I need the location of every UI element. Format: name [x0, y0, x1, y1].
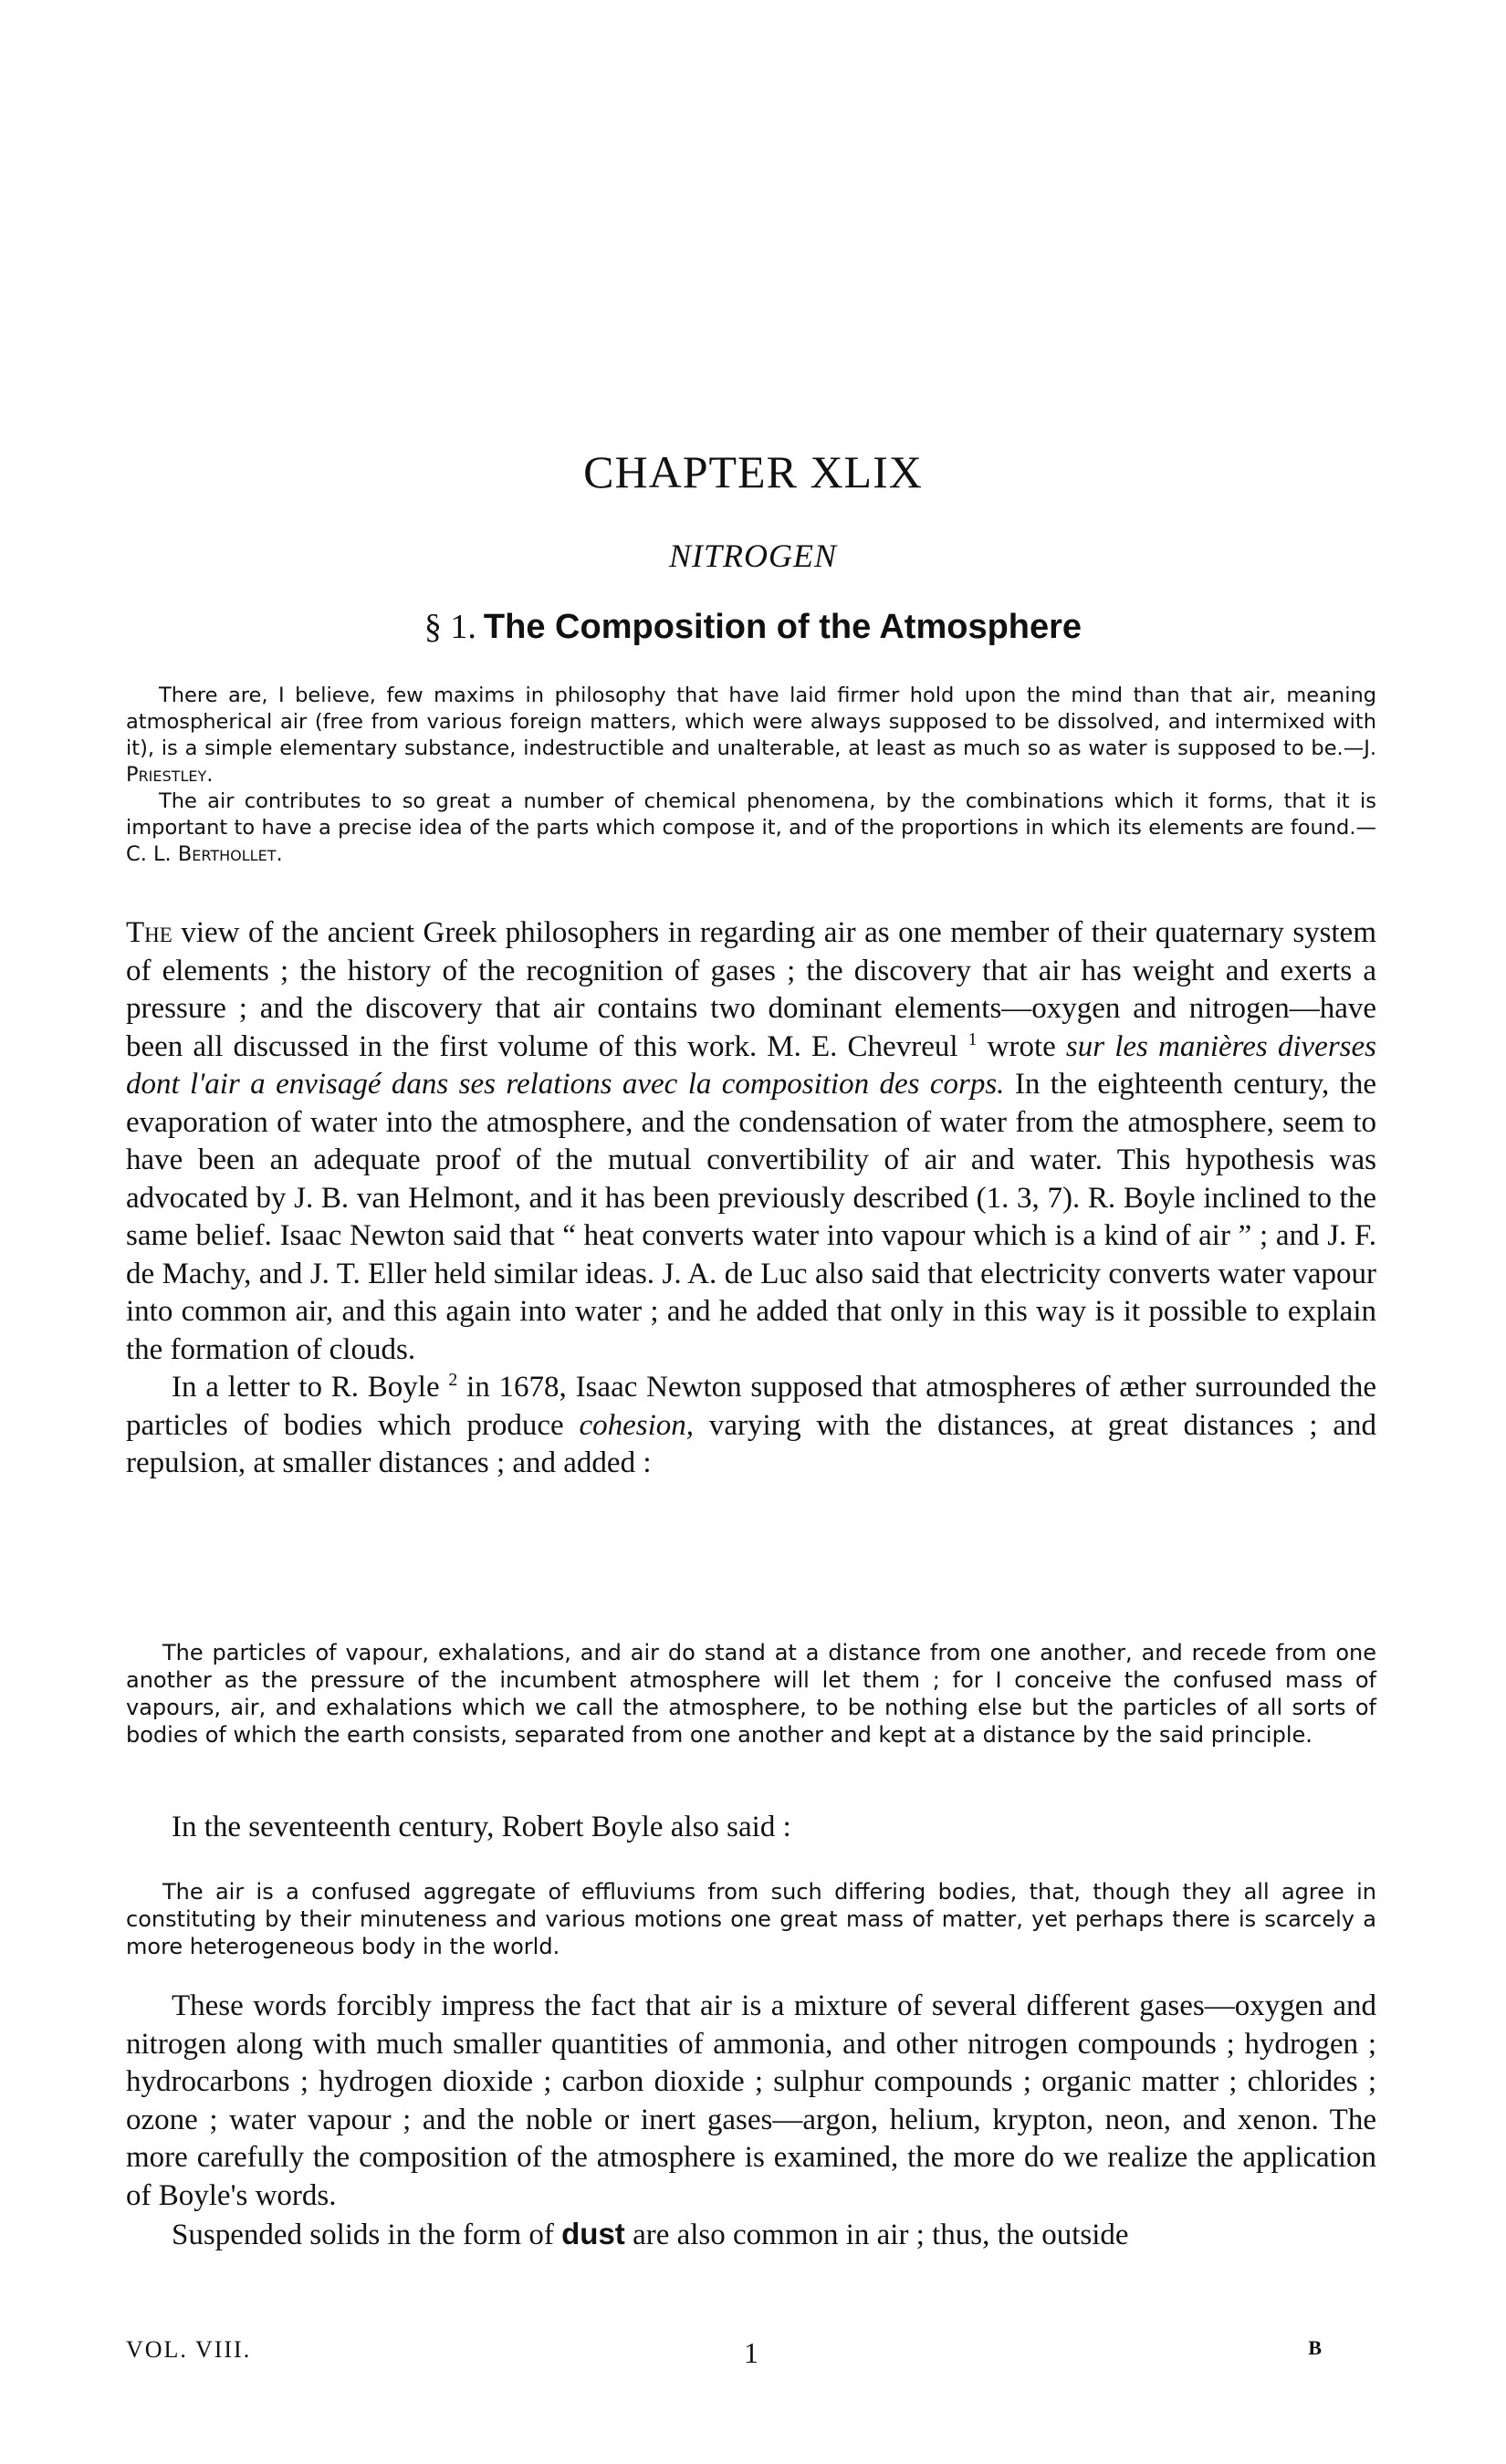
- page-number: 1: [744, 2336, 758, 2369]
- paragraph-air-mixture: These words forcibly impress the fact that air is a mixture of several different gases—oxygen and nitrogen along with much smaller quantities of ammonia, and other nitrogen compounds ; hydrogen ; hydrocarbons ; hydrogen dioxide ; carbon dioxide ; sulphur compounds ; organic matter ; chlorides ; ozone ; water vapour ; and the noble or inert gases—argon, helium, krypton, neon, and xenon. The more carefully the composition of the atmosphere is examined, the more do we realize the application of Boyle's words.: [126, 1989, 1376, 2212]
- section-number: § 1.: [424, 608, 476, 646]
- footnote-ref[interactable]: 2: [448, 1370, 458, 1390]
- paragraph-boyle-said: In the seventeenth century, Robert Boyle also said :: [172, 1811, 791, 1843]
- epigraph-author: C. L. Berthollet.: [126, 842, 283, 866]
- quote-newton: The particles of vapour, exhalations, and air do stand at a distance from one another, and recede from one another as the pressure of the incumbent atmosphere will let them ; for I conceive the confused mass of vapours, air, and exhalations which we call the atmosphere, to be nothing else but the particles of all sorts of bodies of which the earth consists, separated from one another and kept at a distance by the said principle.: [126, 1640, 1376, 1748]
- paragraph-greek-philosophers: The view of the ancient Greek philosophers in regarding air as one member of their quaternary system of elements ; the history of the recognition of gases ; the discovery that air has weight and exerts a pressure ; and the discovery that air contains two dominant elements—oxygen and nitrogen—have been all discussed in the first volume of this work. M. E. Chevreul $^1$ wrote sur les manières diverses dont l'air a envisagé dans ses relations avec la composition des corps. In the eighteenth century, the evaporation of water into the atmosphere, and the condensation of water from the atmosphere, seem to have been an adequate proof of the mutual convertibility of air and water. This hypothesis was advocated by J. B. van Helmont, and it has been previously described (1. 3, 7). R. Boyle inclined to the same belief. Isaac Newton said that “ heat converts water into vapour which is a kind of air ” ; and J. F. de Machy, and J. T. Eller held similar ideas. J. A. de Luc also said that electricity converts water vapour into common air, and this again into water ; and he added that only in this way is it possible to explain the formation of clouds.: [126, 916, 1377, 1366]
- main-text-2: [126, 1809, 1376, 1847]
- chapter-heading: CHAPTER XLIX: [583, 446, 923, 497]
- epigraph-priestley: There are, I believe, few maxims in philosophy that have laid firmer hold upon the mind than that air, meaning atmospherical air (free from various foreign matters, which were always supposed to be dissolved, and intermixed with it), is a simple elementary substance, indestructible and unalterable, at least as much so as water is supposed to be.—J. Priestley.: [126, 684, 1376, 787]
- paragraph-dust: Suspended solids in the form of dust are also common in air ; thus, the outside: [172, 2217, 1129, 2251]
- section-title: The Composition of the Atmosphere: [483, 608, 1082, 646]
- quote-boyle: The air is a confused aggregate of effluviums from such differing bodies, that, though they all agree in constituting by their minuteness and various motions one great mass of matter, yet perhaps there is scarcely a more heterogeneous body in the world.: [126, 1879, 1376, 1959]
- epigraph-berthollet: The air contributes to so great a number of chemical phenomena, by the combinations which it forms, that it is important to have a precise idea of the parts which compose it, and of the proportions in which its elements are found.—C. L. Berthollet.: [126, 789, 1376, 866]
- main-text-3: [126, 1988, 1376, 2255]
- section-heading: [0, 607, 1506, 647]
- block-quote-newton: [126, 1639, 1376, 1749]
- epigraph-block: [126, 683, 1376, 868]
- signature-mark: B: [1308, 2336, 1322, 2359]
- volume-label: VOL. VIII.: [126, 2336, 252, 2363]
- block-quote-boyle: [126, 1878, 1376, 1960]
- footnote-ref[interactable]: 1: [967, 1028, 978, 1049]
- main-text: [126, 914, 1376, 1483]
- chapter-subtitle: NITROGEN: [668, 538, 837, 574]
- epigraph-author: J. Priestley.: [126, 736, 1376, 787]
- paragraph-newton-letter: In a letter to R. Boyle $^2$ in 1678, Isaac Newton supposed that atmospheres of æther surrounded the particles of bodies which produce cohesion, varying with the distances, at great distances ; and repulsion, at smaller distances ; and added :: [126, 1370, 1377, 1479]
- page-footer: [126, 2336, 1376, 2373]
